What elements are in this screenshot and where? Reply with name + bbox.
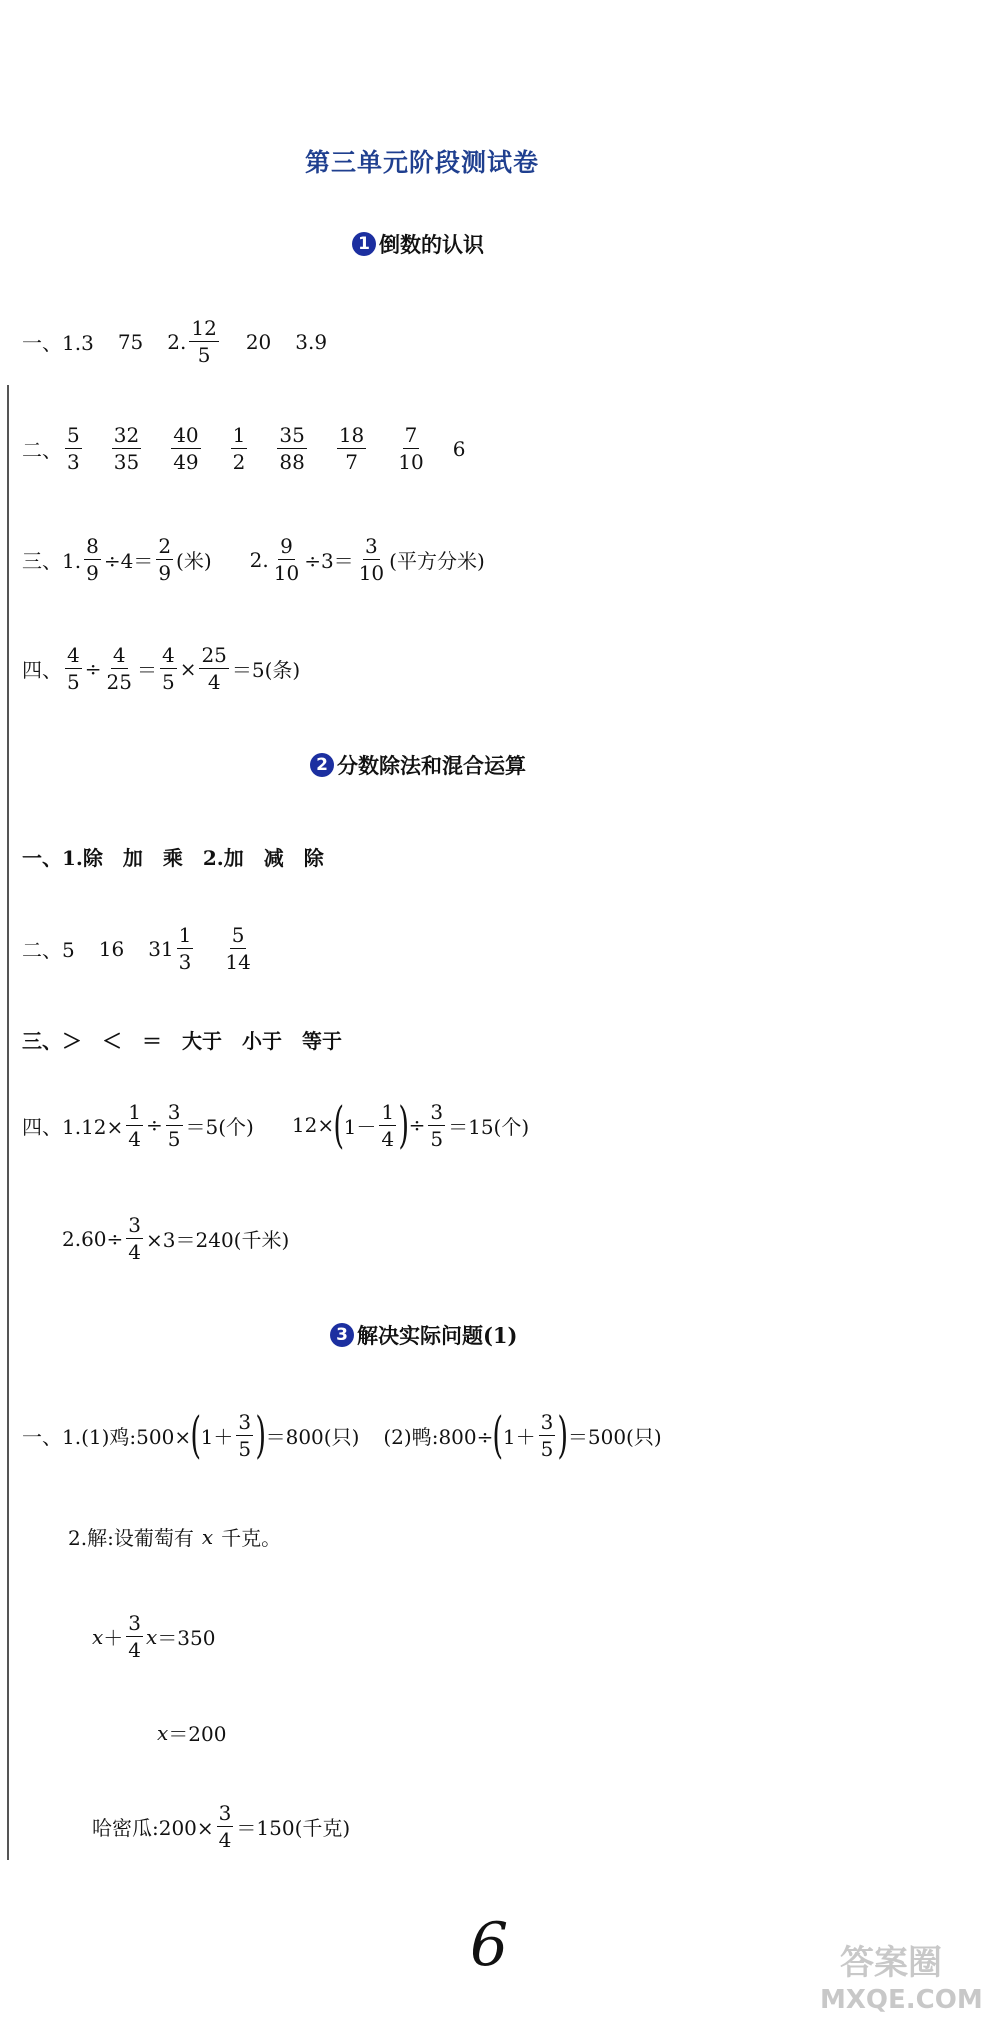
denominator: 4 [128,1638,142,1662]
section-number-badge: 1 [352,232,376,256]
denominator: 5 [238,1436,252,1461]
s1-line-1 [22,318,327,365]
text: 四、1.12× [22,1114,124,1139]
text: ＝ [136,658,157,682]
denominator: 4 [128,1240,142,1264]
fraction [357,536,386,583]
fraction [65,425,82,472]
numerator: 3 [218,1801,232,1825]
denominator: 5 [430,1126,444,1151]
text: (平方分米) [389,549,485,573]
denominator: 49 [173,450,199,474]
text: (2)鸭:800÷ [383,1424,494,1449]
numerator: 18 [338,423,365,447]
text: ＝350 [157,1626,216,1650]
text: ÷ [84,656,102,681]
text: ＝150(千克) [236,1816,351,1840]
text: 2. [249,547,269,572]
text: 一、1.3 [22,331,94,355]
s3-line-5 [92,1803,350,1850]
section-title: 分数除法和混合运算 [337,753,526,778]
fraction [126,1613,143,1660]
denominator: 25 [106,670,132,694]
text: 二、 [22,438,62,462]
watermark-logo: 答案圈 [840,1943,942,1983]
page-number: 6 [470,1910,509,1980]
text: × [179,656,197,681]
fraction [199,645,228,692]
right-paren: ) [255,1406,267,1464]
variable-x: x [157,1720,169,1745]
text: ×3＝240(千米) [146,1228,290,1252]
numerator: 4 [112,643,126,667]
text: 千克。 [221,1526,282,1550]
denominator: 9 [86,561,99,585]
watermark-url: MXQE.COM [820,1985,983,2015]
s3-line-1 [22,1406,662,1464]
denominator: 14 [225,950,251,974]
text: 12× [291,1113,335,1137]
s2-line-1: 一、1.除 加 乘 2.加 减 除 [22,846,324,870]
text: 四、 [22,658,62,682]
text: 3.9 [295,329,328,354]
fraction [189,318,218,365]
numerator: 3 [167,1099,181,1124]
text: ＝200 [168,1722,227,1746]
text: (米) [176,549,212,573]
numerator: 4 [67,643,80,667]
denominator: 10 [273,561,300,585]
left-paren: ( [333,1096,345,1154]
numerator: 40 [173,423,199,447]
numerator: 12 [191,316,217,340]
fraction [84,536,101,583]
numerator: 5 [67,423,80,447]
denominator: 10 [358,561,385,585]
numerator: 3 [238,1409,252,1434]
denominator: 9 [158,561,172,585]
variable-x: x [92,1624,104,1649]
fraction [277,425,306,472]
denominator: 7 [345,450,358,474]
numerator: 1 [178,923,192,947]
text: 20 [245,329,272,354]
s3-line-3 [92,1613,215,1660]
text: ＝500(只) [567,1424,662,1449]
denominator: 88 [279,450,305,474]
fraction [231,425,248,472]
denominator: 3 [67,450,80,474]
fraction [217,1803,234,1850]
fraction [126,1215,143,1262]
section-title: 解决实际问题(1) [357,1323,518,1348]
denominator: 4 [381,1126,395,1151]
fraction [166,1099,183,1151]
denominator: 3 [178,950,192,974]
variable-x: x [201,1524,214,1549]
numerator: 3 [540,1409,554,1434]
s1-line-4 [22,645,300,692]
numerator: 1 [128,1099,142,1124]
denominator: 4 [218,1828,232,1852]
text: 1－ [343,1114,377,1139]
numerator: 3 [365,534,378,558]
right-paren: ) [398,1096,410,1154]
numerator: 5 [231,923,245,947]
s2-line-2 [22,925,256,972]
numerator: 35 [279,423,305,447]
fraction [126,1099,143,1151]
section-3-heading [330,1320,517,1350]
fraction [236,1409,253,1461]
fraction [539,1409,556,1461]
margin-line [7,385,9,1860]
text: ＝5(个) [185,1114,254,1139]
text: ＋ [103,1626,124,1650]
section-number-badge: 3 [330,1323,354,1347]
s1-line-2 [22,425,465,472]
section-title: 倒数的认识 [379,232,484,257]
text: 75 [117,329,144,354]
fraction [171,425,200,472]
text: 1＋ [200,1424,234,1449]
denominator: 5 [161,670,175,694]
left-paren: ( [492,1406,504,1464]
numerator: 3 [128,1213,142,1237]
s2-line-5 [62,1215,289,1262]
numerator: 4 [161,643,175,667]
s3-line-2 [68,1522,281,1551]
s1-line-3 [22,536,485,583]
section-1-heading [352,229,484,259]
s2-line-4 [22,1096,530,1154]
text: 2.60÷ [62,1226,124,1251]
text: 31 [148,936,174,961]
text: 一、1.(1)鸡:500× [22,1424,192,1449]
denominator: 2 [232,450,246,474]
text: 哈密瓜:200× [92,1816,214,1840]
fraction [160,645,177,692]
fraction [177,925,194,972]
numerator: 25 [201,643,227,667]
text: 三、1. [22,549,82,573]
fraction [112,425,141,472]
denominator: 5 [67,670,80,694]
text: ÷4＝ [103,549,154,573]
fraction [396,425,425,472]
text: ＝5(条) [231,658,301,682]
denominator: 5 [540,1436,554,1461]
denominator: 4 [207,670,221,694]
text: ÷ [146,1113,163,1137]
denominator: 4 [128,1126,142,1151]
text: ＝15(个) [448,1114,530,1139]
fraction [156,536,173,583]
numerator: 1 [232,423,246,447]
text: 1＋ [502,1424,536,1449]
numerator: 9 [280,534,293,558]
text: 二、5 [22,938,75,962]
variable-x: x [146,1624,158,1649]
text: ÷3＝ [304,549,354,573]
s3-line-4 [157,1718,226,1747]
fraction [223,925,252,972]
numerator: 32 [113,423,140,447]
section-number-badge: 2 [310,753,334,777]
numerator: 1 [381,1099,395,1124]
fraction [65,645,82,692]
text: 16 [98,936,125,961]
fraction [337,425,366,472]
numerator: 2 [158,534,172,558]
right-paren: ) [557,1406,569,1464]
text: ÷ [408,1113,426,1137]
denominator: 35 [113,450,140,474]
fraction [428,1099,445,1151]
text: ＝800(只) [265,1424,360,1449]
numerator: 7 [404,423,418,447]
s2-line-3: 三、＞ ＜ ＝ 大于 小于 等于 [22,1029,342,1053]
fraction [379,1099,396,1151]
numerator: 8 [86,534,99,558]
text: 2.解:设葡萄有 [68,1526,194,1550]
fraction [105,645,134,692]
numerator: 3 [430,1099,444,1124]
fraction [272,536,301,583]
section-2-heading [310,750,526,780]
page-title: 第三单元阶段测试卷 [305,148,540,177]
left-paren: ( [190,1406,202,1464]
denominator: 10 [398,450,424,474]
denominator: 5 [167,1126,181,1151]
denominator: 5 [197,343,211,367]
numerator: 3 [128,1611,142,1635]
text: 6 [452,436,466,461]
text: 2. [167,329,187,354]
